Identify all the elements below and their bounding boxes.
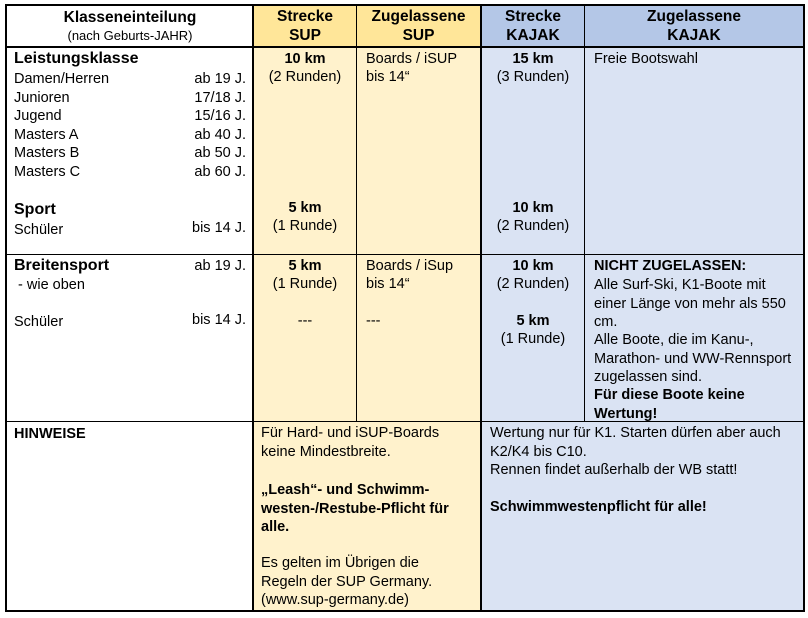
table-border-top xyxy=(5,4,805,6)
sup-note-leash: „Leash“- und Schwimm-westen-/Restube-Pflicht für alle. xyxy=(261,482,449,535)
row2-sup-boards-line2: bis 14“ xyxy=(366,276,410,292)
table-border-bottom xyxy=(5,610,805,612)
sport-title: Sport xyxy=(14,201,56,218)
row1-kajak-boats: Freie Bootswahl xyxy=(594,51,698,67)
sup-note-1: Für Hard- und iSUP-Boards keine Mindestbreite. xyxy=(261,425,440,460)
class-age: ab 50 J. xyxy=(194,145,246,161)
header-zugelassene-sup-line2: SUP xyxy=(402,27,435,44)
header-zugelassene-kajak-line1: Zugelassene xyxy=(647,8,741,25)
sport-sup-rounds: (1 Runde) xyxy=(272,218,338,234)
class-age: 15/16 J. xyxy=(194,108,246,124)
kajak-note-1: Wertung nur für K1. Starten dürfen aber auch K2/K4 bis C10. xyxy=(490,425,781,460)
breitensport-age: ab 19 J. xyxy=(194,258,246,274)
header-strecke-sup-line2: SUP xyxy=(289,27,321,44)
header-zugelassene-kajak xyxy=(585,7,803,45)
sport-class-age: bis 14 J. xyxy=(192,220,246,236)
row2-school-kajak-rounds: (1 Runde) xyxy=(500,331,566,347)
hinweise-title: HINWEISE xyxy=(14,426,86,442)
class-name: Jugend xyxy=(14,108,62,124)
class-age: ab 19 J. xyxy=(194,71,246,87)
class-name: Damen/Herren xyxy=(14,71,110,87)
class-name: Junioren xyxy=(14,90,70,106)
col3-right-border xyxy=(480,4,482,612)
not-allowed-text-1: Alle Surf-Ski, K1-Boote mit einer Länge von mehr als 550 cm. xyxy=(594,277,786,330)
row1-sup-distance: 10 km xyxy=(284,51,326,67)
breitensport-school-age: bis 14 J. xyxy=(192,312,246,328)
header-zugelassene-kajak-line2: KAJAK xyxy=(667,27,721,44)
row1-kajak-distance: 15 km xyxy=(512,51,554,67)
header-zugelassene-sup xyxy=(357,7,480,45)
col1-right-border xyxy=(252,4,254,612)
class-age: 17/18 J. xyxy=(194,90,246,106)
header-col1-title: Klasseneinteilung xyxy=(63,9,197,26)
col4-right-border xyxy=(584,4,585,422)
sup-note-2: Es gelten im Übrigen die Regeln der SUP Germany. (www.sup-germany.de) xyxy=(261,555,433,608)
row2-sup-boards-line1: Boards / iSup xyxy=(366,258,454,274)
row1-sup-boards-line2: bis 14“ xyxy=(366,69,410,85)
header-col1-subtitle: (nach Geburts-JAHR) xyxy=(67,28,193,43)
row2-school-sup-boards: --- xyxy=(366,313,381,329)
row2-sup-distance: 5 km xyxy=(288,258,322,274)
not-allowed-no-scoring: Für diese Boote keine Wertung! xyxy=(594,387,745,422)
class-age: ab 40 J. xyxy=(194,127,246,143)
not-allowed-text-2: Alle Boote, die im Kanu-, Marathon- und WW-Rennsport zugelassen sind. xyxy=(594,332,792,385)
sport-kajak-distance: 10 km xyxy=(512,200,554,216)
not-allowed-title: NICHT ZUGELASSEN: xyxy=(594,258,747,274)
row1-sup-rounds: (2 Runden) xyxy=(268,69,342,85)
row2-sup-rounds: (1 Runde) xyxy=(272,276,338,292)
row2-school-kajak-distance: 5 km xyxy=(516,313,550,329)
row1-kajak-rounds: (3 Runden) xyxy=(496,69,570,85)
breitensport-sub: - wie oben xyxy=(14,277,85,293)
class-name: Masters A xyxy=(14,127,79,143)
class-name: Masters B xyxy=(14,145,80,161)
kajak-note-2: Rennen findet außerhalb der WB statt! xyxy=(490,462,738,478)
row2-kajak-rounds: (2 Runden) xyxy=(496,276,570,292)
table-border-right xyxy=(803,4,805,612)
row2-kajak-distance: 10 km xyxy=(512,258,554,274)
row1-sup-boards-line1: Boards / iSUP xyxy=(366,51,458,67)
breitensport-title: Breitensport xyxy=(14,257,110,274)
header-divider xyxy=(5,46,805,48)
header-strecke-sup-line1: Strecke xyxy=(276,8,333,25)
header-strecke-sup xyxy=(254,7,356,45)
header-zugelassene-sup-line1: Zugelassene xyxy=(371,8,466,25)
row2-school-sup-distance: --- xyxy=(297,313,313,329)
kajak-note-lifevest: Schwimmwestenpflicht für alle! xyxy=(490,499,707,515)
sport-class-name: Schüler xyxy=(14,222,64,238)
table-border-left xyxy=(5,4,7,612)
col2-right-border xyxy=(356,4,357,422)
class-name: Masters C xyxy=(14,164,81,180)
sport-kajak-rounds: (2 Runden) xyxy=(496,218,570,234)
row1-divider xyxy=(5,254,805,255)
breitensport-school-class: Schüler xyxy=(14,314,64,330)
header-strecke-kajak-line1: Strecke xyxy=(504,8,561,25)
header-strecke-kajak xyxy=(482,7,584,45)
leistungsklasse-title: Leistungsklasse xyxy=(14,50,139,67)
sport-sup-distance: 5 km xyxy=(288,200,322,216)
class-age: ab 60 J. xyxy=(194,164,246,180)
header-strecke-kajak-line2: KAJAK xyxy=(506,27,560,44)
